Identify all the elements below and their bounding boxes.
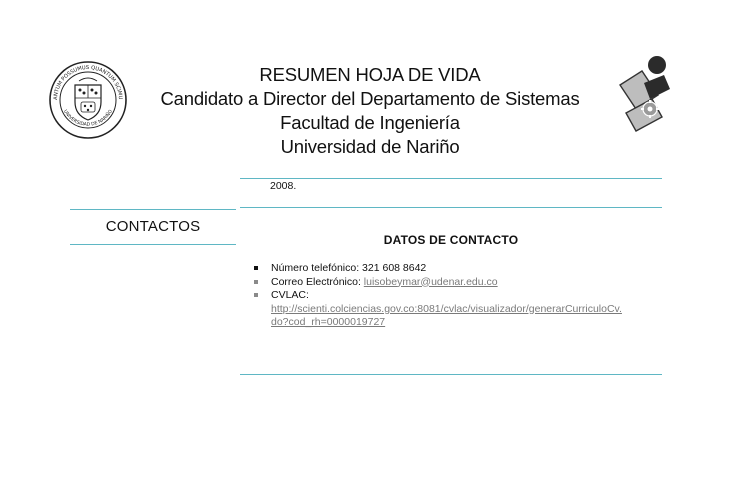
systems-department-logo-icon — [612, 55, 672, 143]
phone-text: Número telefónico: 321 608 8642 — [271, 262, 427, 274]
contact-item-phone — [254, 262, 664, 276]
previous-section-text: 2008. — [270, 180, 297, 192]
bullet-icon — [254, 280, 258, 284]
cvlac-link-line1[interactable]: http://scienti.colciencias.gov.co:8081/cvlac/visualizador/generarCurriculoCv. — [271, 302, 622, 315]
cvlac-label: CVLAC: — [271, 289, 309, 301]
svg-text:UNIVERSIDAD DE NARIÑO — [62, 108, 114, 127]
email-label: Correo Electrónico: — [271, 275, 364, 288]
contact-list — [254, 262, 664, 330]
university-seal-icon — [48, 60, 128, 140]
bullet-icon — [254, 266, 258, 270]
contact-item-email — [254, 276, 664, 290]
sidebar-title-contactos: CONTACTOS — [105, 218, 201, 235]
document-header — [140, 63, 600, 159]
seal-top-text: ANTUM POSSUMUS QUANTUM SCIMU — [52, 64, 124, 101]
rule-section-end — [240, 207, 662, 208]
header-faculty: Facultad de Ingeniería — [280, 112, 460, 133]
contact-item-cvlac — [254, 289, 664, 330]
header-university: Universidad de Nariño — [280, 136, 460, 157]
header-title: RESUMEN HOJA DE VIDA — [259, 64, 481, 85]
rule-top — [240, 178, 662, 179]
cvlac-link-line2[interactable]: do?cod_rh=0000019727 — [271, 316, 386, 328]
email-link[interactable]: luisobeymar@udenar.edu.co — [363, 275, 498, 288]
contact-section-title: DATOS DE CONTACTO — [383, 233, 519, 247]
rule-bottom — [240, 374, 662, 375]
sidebar-rule-bottom — [70, 244, 236, 245]
header-subtitle: Candidato a Director del Departamento de Sistemas — [160, 88, 580, 109]
svg-text:TANTUM POSSUMUS QUANTUM SCIMUS — [48, 60, 123, 100]
seal-bottom-text: UNIVERSIDAD DE NARIÑO — [62, 109, 114, 128]
sidebar-rule-top — [70, 209, 236, 210]
bullet-icon — [254, 293, 258, 297]
